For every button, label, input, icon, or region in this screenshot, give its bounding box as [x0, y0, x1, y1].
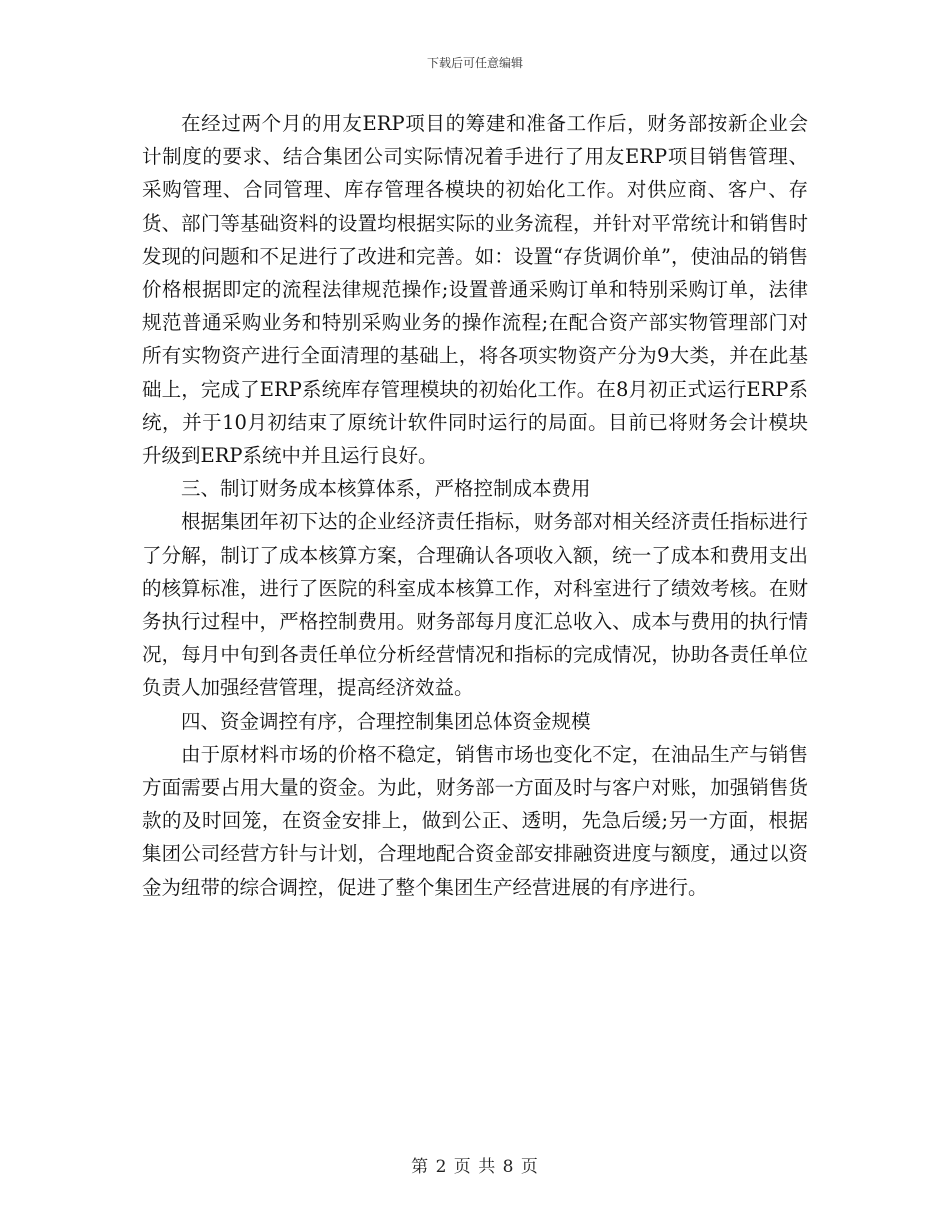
document-body [142, 107, 808, 904]
page-header-note: 下载后可任意编辑 [426, 56, 523, 70]
section-heading-cost-accounting: 三、制订财务成本核算体系，严格控制成本费用 [181, 477, 591, 501]
paragraph-cost-accounting: 根据集团年初下达的企业经济责任指标，财务部对相关经济责任指标进行了分解，制订了成本核算方案，合理确认各项收入额，统一了成本和费用支出的核算标准，进行了医院的科室成本核算工作，对科室进行了绩效考核。在财务执行过程中，严格控制费用。财务部每月度汇总收入、成本与费用的执行情况，每月中旬到各责任单位分析经营情况和指标的完成情况，协助各责任单位负责人加强经营管理，提高经济效益。 [142, 510, 808, 700]
section-heading-fund-control: 四、资金调控有序，合理控制集团总体资金规模 [181, 709, 591, 733]
page-footer-number: 第 2 页 共 8 页 [411, 1157, 539, 1177]
paragraph-fund-control: 由于原材料市场的价格不稳定，销售市场也变化不定，在油品生产与销售方面需要占用大量的资金。为此，财务部一方面及时与客户对账，加强销售货款的及时回笼，在资金安排上，做到公正、透明，先急后缓;另一方面，根据集团公司经营方针与计划，合理地配合资金部安排融资进度与额度，通过以资金为纽带的综合调控，促进了整个集团生产经营进展的有序进行。 [142, 742, 808, 899]
paragraph-erp-initialization: 在经过两个月的用友ERP项目的筹建和准备工作后，财务部按新企业会计制度的要求、结合集团公司实际情况着手进行了用友ERP项目销售管理、采购管理、合同管理、库存管理各模块的初始化工作。对供应商、客户、存货、部门等基础资料的设置均根据实际的业务流程，并针对平常统计和销售时发现的问题和不足进行了改进和完善。如：设置“存货调价单”，使油品的销售价格根据即定的流程法律规范操作;设置普通采购订单和特别采购订单，法律规范普通采购业务和特别采购业务的操作流程;在配合资产部实物管理部门对所有实物资产进行全面清理的基础上，将各项实物资产分为9大类，并在此基础上，完成了ERP系统库存管理模块的初始化工作。在8月初正式运行ERP系统，并于10月初结束了原统计软件同时运行的局面。目前已将财务会计模块升级到ERP系统中并且运行良好。 [142, 112, 808, 468]
